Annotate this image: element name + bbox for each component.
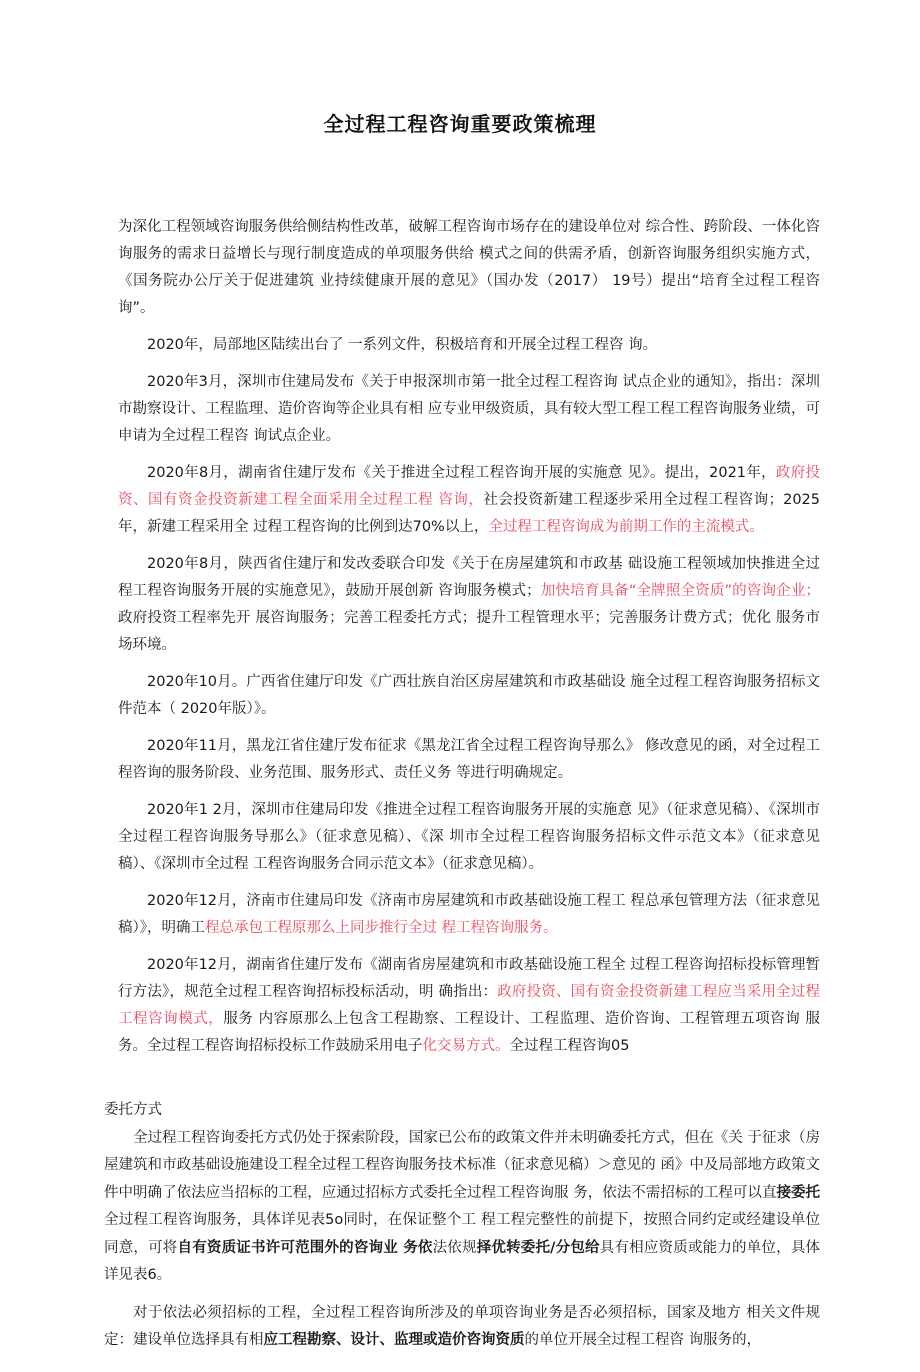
delegation-text-c: 法依规 — [432, 1239, 477, 1256]
hunan-august-text-b: 社会投资新建工程逐步采用全过程工程咨询；2025年，新建工程采用全 过程工程咨询的比例到达70%以上， — [118, 492, 820, 535]
hunan-december-highlight: 政府投资、国有资金投资新建工程应当采用全过程工程咨询模式， — [118, 984, 820, 1027]
hunan-december-text-a: 2020年12月，湖南省住建厅发布《湖南省房屋建筑和市政基础设施工程全 过程工程咨询招标投标管理暂行方法》，规范全过程工程咨询招标投标活动，明 确指出： — [118, 957, 820, 1000]
hunan-december-text-b: 服务 内容原那么上包含工程勘察、工程设计、工程监理、造价咨询、工程管理五项咨询 服务。全过程工程咨询招标投标工作鼓励采用电子 — [118, 1011, 820, 1054]
bidding-text-b: 的单位开展全过程工程咨 询服务的， — [524, 1332, 762, 1348]
hunan-august-text-a: 2020年8月，湖南省住建厅发布《关于推进全过程工程咨询开展的实施意 见》。提出，2021年， — [147, 465, 776, 481]
delegation-bold-2: 自有资质证书许可范围外的咨询业 务依 — [177, 1239, 433, 1256]
paragraph-shenzhen-december: 2020年1 2月，深圳市住建局印发《推进全过程工程咨询服务开展的实施意 见》（征求意见稿）、《深圳市全过程工程咨询服务导那么》（征求意见稿）、《深 圳市全过程工程咨询服务招标文件示范文本》（征求意见稿）、《深圳市全过程 工程咨询服务合同示范文本》（征求意见稿）。 — [118, 802, 820, 872]
paragraph-shaanxi-august — [118, 551, 820, 659]
delegation-bold-3: 择优转委托/分包给 — [476, 1239, 600, 1256]
shaanxi-august-highlight: 加快培育具备“全牌照全资质”的咨询企业； — [540, 583, 820, 599]
delegation-bold-1: 接委托 — [776, 1184, 821, 1201]
paragraph-delegation-method — [104, 1125, 820, 1290]
shaanxi-august-text-b: 政府投资工程率先开 展咨询服务；完善工程委托方式；提升工程管理水平；完善服务计费方式；优化 服务市场环境。 — [118, 610, 820, 653]
paragraph-shenzhen-march: 2020年3月，深圳市住建局发布《关于申报深圳市第一批全过程工程咨询 试点企业的通知》，指出：深圳市勘察设计、工程监理、造价咨询等企业具有相 应专业甲级资质，具有较大型工程工程工程咨询服务业绩，可申请为全过程工程咨 询试点企业。 — [118, 374, 820, 444]
delegation-text-a: 全过程工程咨询委托方式仍处于探索阶段，国家已公布的政策文件并未明确委托方式，但在《关 于征求（房屋建筑和市政基础设施建设工程全过程工程咨询服务技术标准（征求意见稿）＞意见的 函》中及局部地方政策文件中明确了依法应当招标的工程，应通过招标方式委托全过程工程咨询服 务，依法不需招标的工程可以直 — [104, 1129, 820, 1201]
intro-paragraph: 为深化工程领域咨询服务供给侧结构性改革，破解工程咨询市场存在的建设单位对 综合性、跨阶段、一体化咨询服务的需求日益增长与现行制度造成的单项服务供给 模式之间的供需矛盾，创新咨询服务组织实施方式，《国务院办公厅关于促进建筑 业持续健康开展的意见》（国办发（2017） 19号）提出“培育全过程工程咨询”。 — [118, 219, 820, 316]
document-title: 全过程工程咨询重要政策梳理 — [323, 112, 597, 136]
jinan-december-highlight: 程总承包工程原那么上同步推行全过 程工程咨询服务。 — [205, 920, 558, 936]
hunan-august-highlight-2: 全过程工程咨询成为前期工作的主流模式。 — [488, 519, 764, 535]
paragraph-bidding-requirement — [104, 1300, 820, 1355]
bidding-text-a: 对于依法必须招标的工程，全过程工程咨询所涉及的单项咨询业务是否必须招标，国家及地方 相关文件规定：建设单位选择具有相 — [104, 1304, 820, 1348]
document-body — [118, 214, 820, 1070]
paragraph-heilongjiang-november: 2020年11月，黑龙江省住建厅发布征求《黑龙江省全过程工程咨询导那么》 修改意见的函，对全过程工程咨询的服务阶段、业务范围、服务形式、责任义务 等进行明确规定。 — [118, 738, 820, 781]
hunan-december-highlight-2: 化交易方式。 — [422, 1038, 510, 1054]
jinan-december-text: 2020年12月，济南市住建局印发《济南市房屋建筑和市政基础设施工程工 程总承包管理方法（征求意见稿）》，明确工 — [118, 893, 820, 936]
bidding-bold-1: 应工程勘察、设计、监理或造价咨询资质 — [263, 1332, 525, 1348]
paragraph-hunan-december — [118, 952, 820, 1060]
paragraph-guangxi-october: 2020年10月。广西省住建厅印发《广西壮族自治区房屋建筑和市政基础设 施全过程工程咨询服务招标文件范本（ 2020年版）》。 — [118, 674, 820, 717]
delegation-text-b: 全过程工程咨询服务，具体详见表5o同时，在保证整个工 程工程完整性的前提下，按照合同约定或经建设单位同意，可将 — [104, 1212, 820, 1256]
section-heading-delegation: 委托方式 — [104, 1102, 162, 1118]
hunan-august-highlight-1: 政府投资、国有资金投资新建工程全面采用全过程工程 咨询， — [118, 465, 820, 508]
hunan-december-text-c: 全过程工程咨询05 — [509, 1038, 630, 1054]
paragraph-2020-overview: 2020年，局部地区陆续出台了 一系列文件，积极培育和开展全过程工程咨 询。 — [147, 337, 658, 353]
section-delegation — [104, 1097, 820, 1365]
paragraph-hunan-august — [118, 460, 820, 541]
delegation-text-d: 具有相应资质或能力的单位，具体详见表6。 — [104, 1239, 821, 1283]
shaanxi-august-text-a: 2020年8月，陕西省住建厅和发改委联合印发《关于在房屋建筑和市政基 础设施工程领域加快推进全过程工程咨询服务开展的实施意见》，鼓励开展创新 咨询服务模式； — [118, 556, 820, 599]
paragraph-jinan-december — [118, 888, 820, 942]
